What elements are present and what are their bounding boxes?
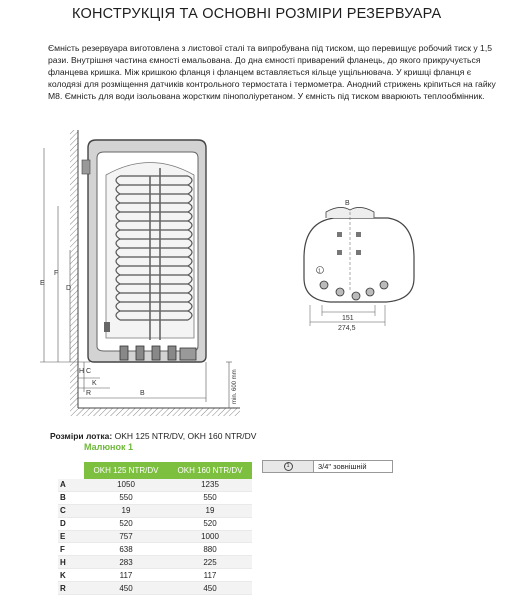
row-value-125: 1050: [84, 479, 168, 491]
dimensions-table: [58, 462, 252, 595]
row-value-160: 1235: [168, 479, 252, 491]
row-value-160: 550: [168, 491, 252, 504]
row-letter: F: [58, 543, 84, 556]
caption-models: OKH 125 NTR/DV, OKH 160 NTR/DV: [112, 431, 257, 441]
label-f: F: [54, 270, 59, 277]
table-row: [58, 543, 252, 556]
legend-marker-cell: [263, 461, 314, 472]
row-letter: A: [58, 479, 84, 491]
marker-1: 1: [318, 268, 321, 275]
label-b-top: B: [345, 200, 350, 207]
label-e: E: [40, 280, 45, 287]
row-value-125: 550: [84, 491, 168, 504]
figure-caption: [50, 431, 256, 441]
row-letter: R: [58, 582, 84, 595]
label-d: D: [66, 285, 72, 292]
row-value-125: 450: [84, 582, 168, 595]
label-151: 151: [342, 315, 354, 322]
label-r: R: [86, 390, 92, 397]
row-letter: H: [58, 556, 84, 569]
row-value-160: 880: [168, 543, 252, 556]
row-value-125: 19: [84, 504, 168, 517]
table-row: [58, 556, 252, 569]
row-value-160: 1000: [168, 530, 252, 543]
row-letter: E: [58, 530, 84, 543]
row-letter: C: [58, 504, 84, 517]
row-value-160: 450: [168, 582, 252, 595]
label-k: K: [92, 380, 97, 387]
header-blank: [58, 462, 84, 479]
table-row: [58, 569, 252, 582]
row-value-160: 19: [168, 504, 252, 517]
table-row: [58, 582, 252, 595]
row-value-160: 520: [168, 517, 252, 530]
label-h: H: [79, 368, 85, 375]
row-letter: D: [58, 517, 84, 530]
legend-marker: 1: [284, 462, 293, 471]
table-row: [58, 479, 252, 491]
tank-body: [82, 140, 206, 362]
row-value-125: 283: [84, 556, 168, 569]
row-value-125: 638: [84, 543, 168, 556]
header-model-125: OKH 125 NTR/DV: [84, 462, 168, 479]
label-274-5: 274,5: [338, 325, 356, 332]
row-value-160: 117: [168, 569, 252, 582]
row-value-125: 520: [84, 517, 168, 530]
table-row: [58, 530, 252, 543]
connection-legend: [262, 460, 393, 473]
table-row: [58, 517, 252, 530]
table-row: [58, 491, 252, 504]
bottom-view: [304, 207, 414, 326]
figure-number: Малюнок 1: [84, 442, 133, 452]
caption-prefix: Розміри лотка:: [50, 431, 113, 441]
table-row: [58, 504, 252, 517]
row-value-125: 117: [84, 569, 168, 582]
page-title: КОНСТРУКЦІЯ ТА ОСНОВНІ РОЗМІРИ РЕЗЕРВУАРА: [72, 6, 442, 22]
row-letter: K: [58, 569, 84, 582]
row-letter: B: [58, 491, 84, 504]
description-paragraph: Ємність резервуара виготовлена з листової сталі та випробувана під тиском, що перевищує робочий тиск у 1,5 рази. Внутрішня частина ємності емальована. До дна ємності приварений фланець, до якого прикручується фланцева кришка. Між кришкою фланця і фланцем вставляється кільце ущільнювача. У кришці фланця є колодязі для розміщення датчиків контрольного термостата і термометра. Анодний стрижень кріпиться на гайку М8. Ємність для води ізольована жорстким пінополіуретаном. У ємність під тиском вварюють теплообмінник.: [48, 43, 496, 102]
label-min-600: min. 600 mm: [232, 369, 238, 404]
legend-text: 3/4" зовнішній: [318, 462, 367, 471]
row-value-160: 225: [168, 556, 252, 569]
label-c: C: [86, 368, 92, 375]
label-b-side: B: [140, 390, 145, 397]
header-model-160: OKH 160 NTR/DV: [168, 462, 252, 479]
row-value-125: 757: [84, 530, 168, 543]
